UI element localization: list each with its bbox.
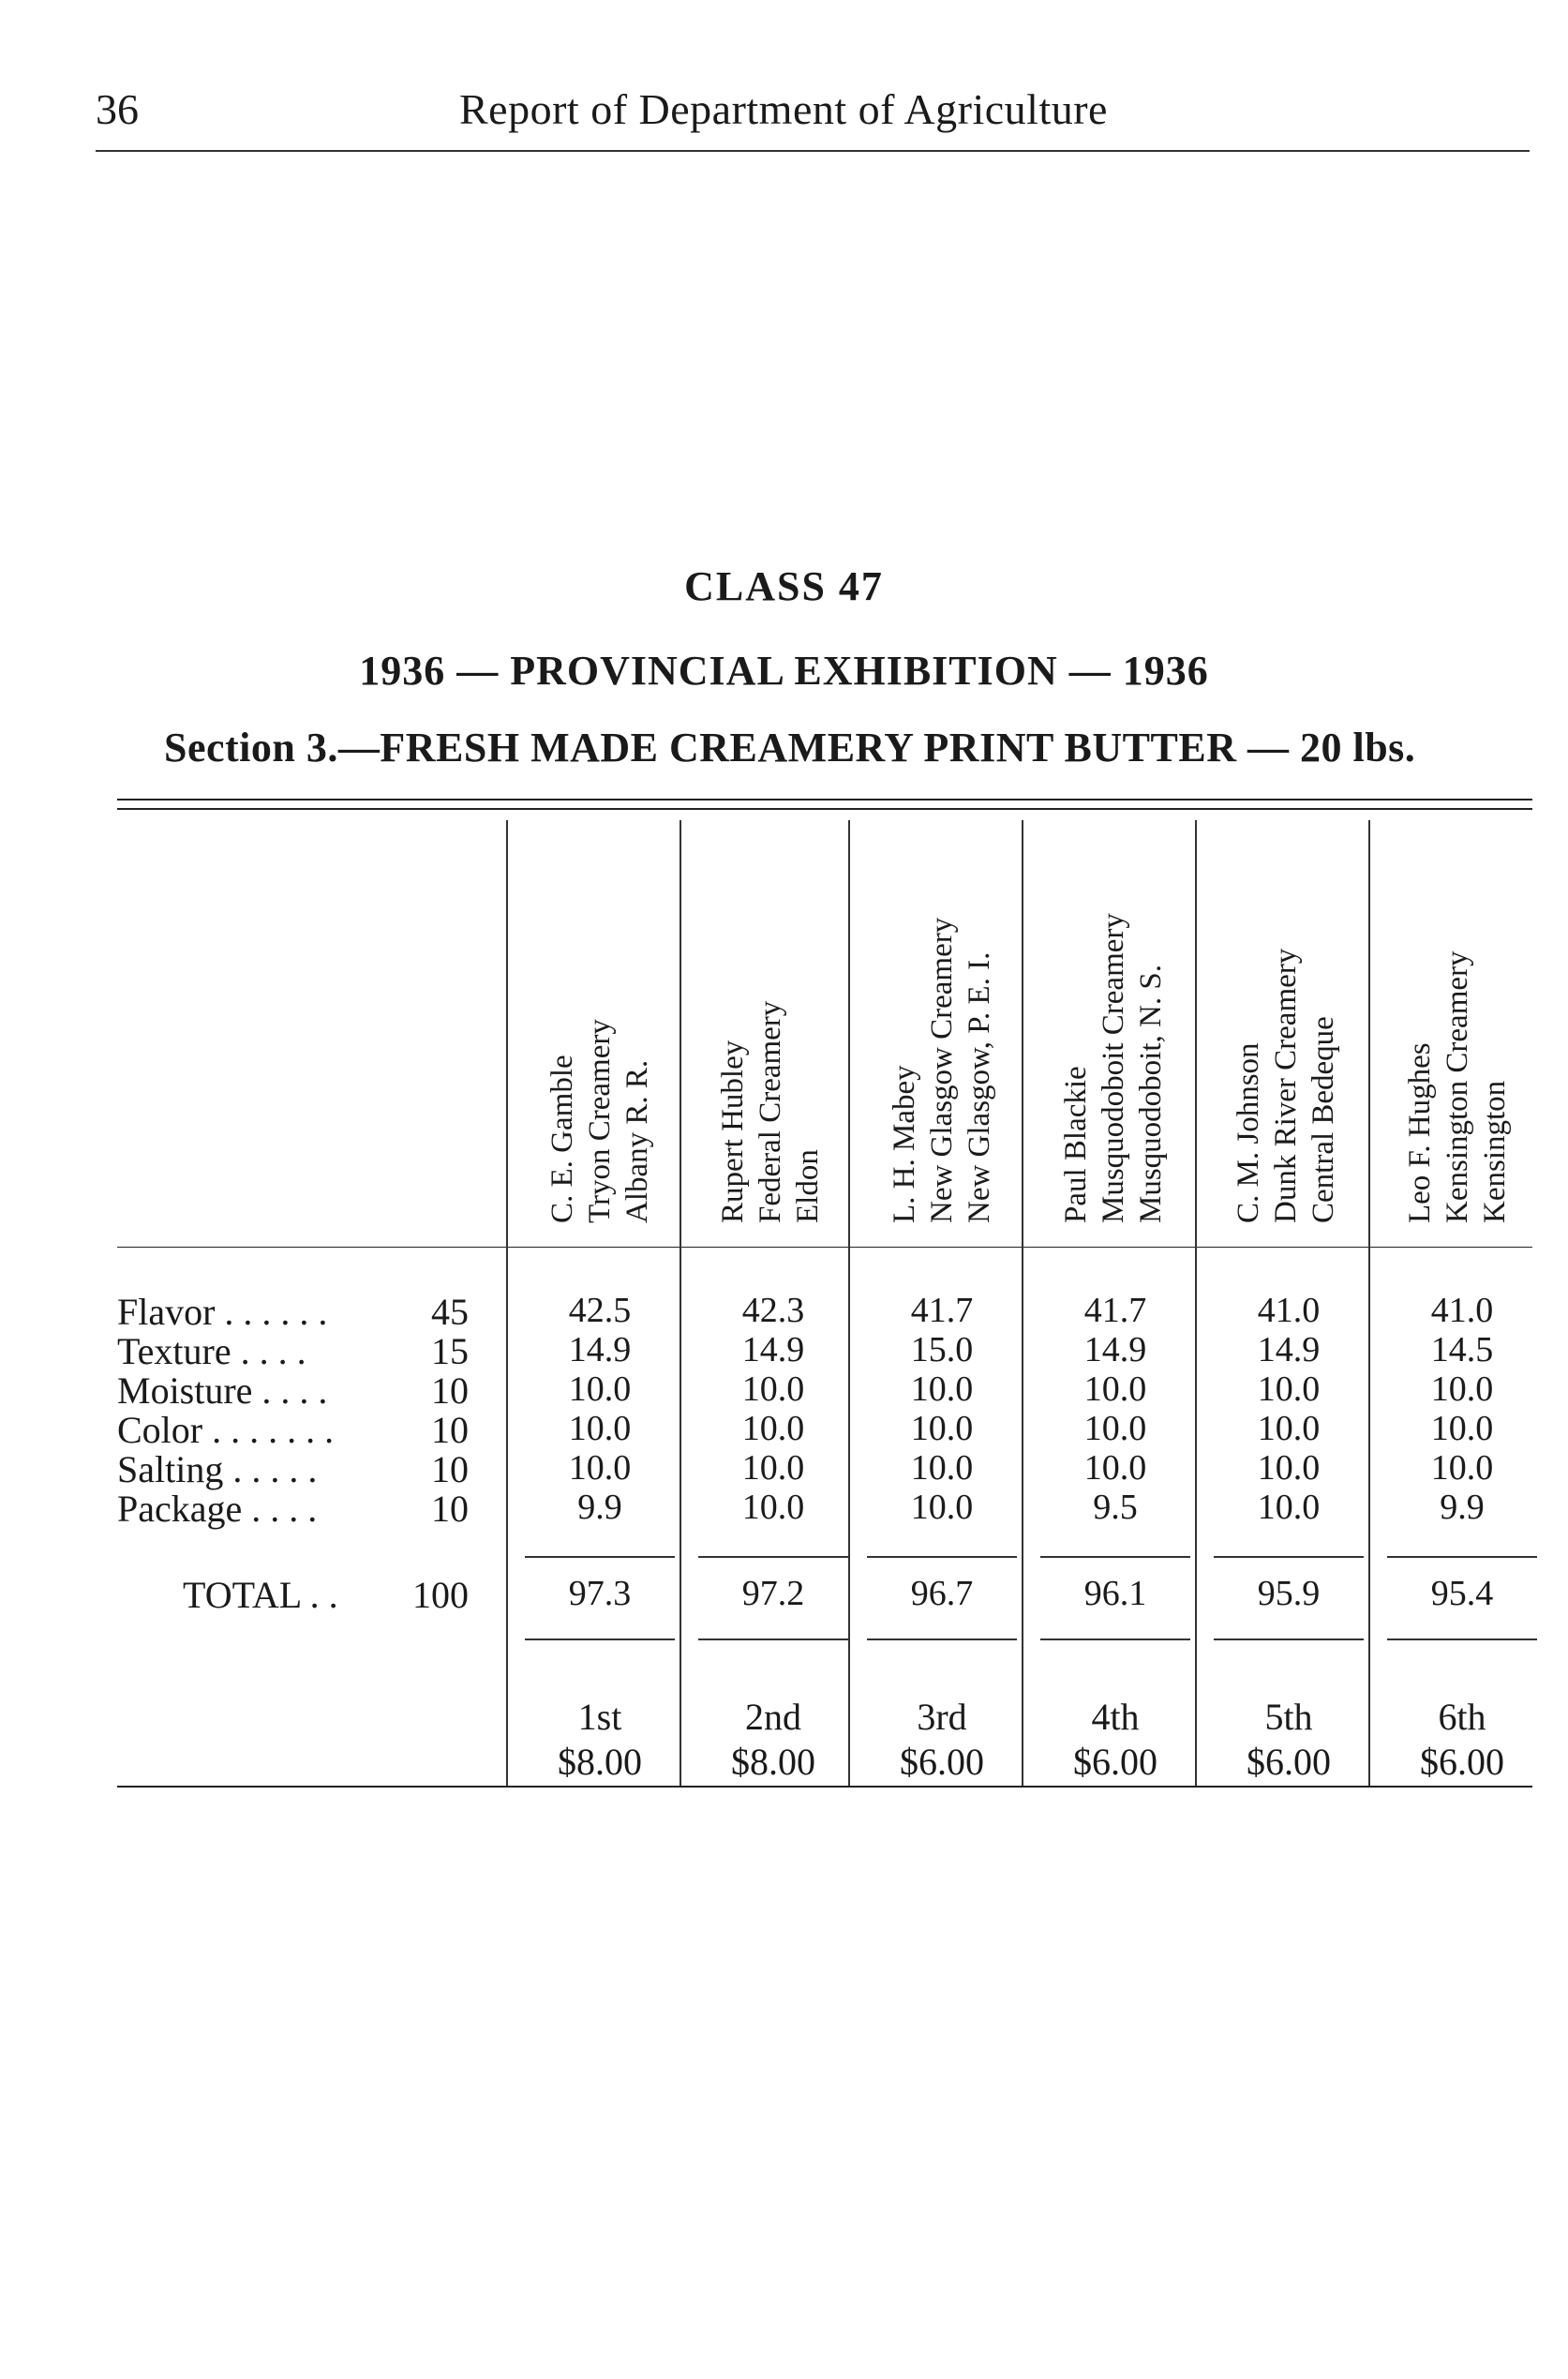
entrant-name: Paul Blackie: [1059, 1066, 1093, 1223]
page-number: 36: [96, 85, 139, 133]
score-cell: 10.0: [741, 1488, 805, 1527]
score-cell: 10.0: [910, 1409, 974, 1448]
score-cell: 14.9: [741, 1330, 805, 1369]
header-bottom-rule: [117, 1247, 1532, 1248]
sum-rule: [1040, 1556, 1190, 1558]
score-cell: 10.0: [568, 1409, 632, 1448]
sum-rule: [867, 1556, 1017, 1558]
total-cell: 95.9: [1257, 1574, 1321, 1613]
column-divider: [679, 820, 681, 1786]
page-header: [0, 84, 1568, 141]
prize-cell: $6.00: [1247, 1741, 1331, 1783]
entrant-place: Central Bedeque: [1307, 1016, 1340, 1223]
total-cell: 97.3: [568, 1574, 632, 1613]
entrant-place: Kensington: [1478, 1080, 1512, 1223]
score-cell: 10.0: [568, 1369, 632, 1409]
score-cell: 10.0: [1257, 1448, 1321, 1488]
entrant-name: Rupert Hubley: [716, 1040, 750, 1223]
entrant-creamery: Tryon Creamery: [583, 1019, 617, 1223]
score-table: C. E. Gamble Tryon Creamery Albany R. R. Rupert Hubley Federal Creamery Eldon L. H. Mabey New Glasgow Creamery New Glasgow, P. E. I. Paul Blackie Musquodoboit Creamery Musquodoboit, N. S. C. M. Johnson Dunk River Creamery Central Bedeque Leo F. Hughes Kensington Creamery Kensington Flavor . . . . . . 45 Texture . . . . 15 Moisture . . . . 10 Color . . . . . . . 10 Salting . . . . . 10 Package . . . . 10 TOTAL . . 100 42.5 42.3 41.7 41.7 41.0 41.0 14.9 14.9 15.0 14.9 14.9 14.5 10.0 10.0 10.0 10.0 10.0 10.0 10.0 10.0 10.0 10.0 10.0 10.0 10.0 10.0 10.0 10.0 10.0 10.0 9.9 10.0 10.0 9.5 10.0 9.9 97.3 1st $8.00 97.2 2nd $8.00 96.7 3rd $6.00 96.1 4th $6.00 95.9 5th $6.00 95.4 6th $6.00: [0, 0, 1568, 2379]
entrant-name: L. H. Mabey: [888, 1065, 921, 1223]
exhibition-title: 1936 — PROVINCIAL EXHIBITION — 1936: [359, 648, 1209, 694]
header-rule: [96, 150, 1530, 152]
prize-cell: $8.00: [731, 1741, 815, 1783]
total-rule: [698, 1638, 848, 1640]
entrant-name: C. E. Gamble: [545, 1055, 579, 1223]
placing-cell: 1st: [577, 1696, 622, 1738]
score-cell: 10.0: [1430, 1448, 1494, 1488]
score-cell: 41.7: [910, 1291, 974, 1330]
column-divider: [848, 820, 850, 1786]
entrant-creamery: Kensington Creamery: [1441, 950, 1474, 1223]
score-cell: 10.0: [1257, 1369, 1321, 1409]
column-divider: [1368, 820, 1370, 1786]
total-rule: [867, 1638, 1017, 1640]
placing-cell: 3rd: [917, 1696, 967, 1738]
prize-cell: $6.00: [1420, 1741, 1504, 1783]
entrant-creamery: Dunk River Creamery: [1269, 948, 1303, 1223]
score-cell: 14.9: [568, 1330, 632, 1369]
column-divider: [1022, 820, 1023, 1786]
prize-cell: $6.00: [1073, 1741, 1157, 1783]
score-cell: 14.9: [1083, 1330, 1147, 1369]
entrant-creamery: Musquodoboit Creamery: [1097, 913, 1130, 1223]
score-cell: 10.0: [741, 1448, 805, 1488]
score-cell: 14.9: [1257, 1330, 1321, 1369]
total-cell: 95.4: [1430, 1574, 1494, 1613]
score-cell: 15.0: [910, 1330, 974, 1369]
score-cell: 10.0: [741, 1369, 805, 1409]
score-cell: 10.0: [1083, 1448, 1147, 1488]
table-top-rule-2: [117, 808, 1532, 810]
placing-cell: 4th: [1091, 1696, 1140, 1738]
column-divider: [506, 820, 508, 1786]
entrant-creamery: New Glasgow Creamery: [925, 917, 959, 1223]
entrant-place: Eldon: [791, 1149, 825, 1223]
prize-cell: $8.00: [558, 1741, 642, 1783]
score-cell: 9.9: [1440, 1488, 1485, 1527]
placing-cell: 2nd: [745, 1696, 801, 1738]
score-cell: 42.5: [568, 1291, 632, 1330]
score-cell: 10.0: [1083, 1369, 1147, 1409]
score-cell: 10.0: [1257, 1488, 1321, 1527]
prize-cell: $6.00: [900, 1741, 984, 1783]
sum-rule: [1214, 1556, 1364, 1558]
score-cell: 9.5: [1093, 1488, 1138, 1527]
placing-cell: 6th: [1438, 1696, 1486, 1738]
sum-rule: [525, 1556, 675, 1558]
score-cell: 10.0: [910, 1369, 974, 1409]
score-cell: 10.0: [910, 1488, 974, 1527]
score-cell: 41.0: [1430, 1291, 1494, 1330]
placing-cell: 5th: [1264, 1696, 1313, 1738]
entrant-creamery: Federal Creamery: [754, 1000, 787, 1223]
total-cell: 96.1: [1083, 1574, 1147, 1613]
sum-rule: [698, 1556, 848, 1558]
entrant-place: New Glasgow, P. E. I.: [963, 951, 996, 1223]
table-bottom-rule: [117, 1786, 1532, 1788]
score-cell: 10.0: [741, 1409, 805, 1448]
total-rule: [1040, 1638, 1190, 1640]
table-top-rule: [117, 799, 1532, 800]
entrant-name: C. M. Johnson: [1232, 1042, 1265, 1223]
score-cell: 10.0: [910, 1448, 974, 1488]
running-title: Report of Department of Agriculture: [459, 85, 1108, 133]
score-cell: 10.0: [1083, 1409, 1147, 1448]
score-cell: 10.0: [1257, 1409, 1321, 1448]
entrant-name: Leo F. Hughes: [1403, 1042, 1437, 1223]
score-cell: 10.0: [1430, 1369, 1494, 1409]
total-rule: [525, 1638, 675, 1640]
total-cell: 97.2: [741, 1574, 805, 1613]
entrant-place: Musquodoboit, N. S.: [1134, 965, 1168, 1223]
section-title: Section 3.—FRESH MADE CREAMERY PRINT BUTTER — 20 lbs.: [164, 725, 1416, 771]
score-cell: 41.7: [1083, 1291, 1147, 1330]
total-cell: 96.7: [910, 1574, 974, 1613]
entrant-place: Albany R. R.: [620, 1059, 654, 1223]
score-cell: 41.0: [1257, 1291, 1321, 1330]
score-cell: 10.0: [568, 1448, 632, 1488]
score-cell: 42.3: [741, 1291, 805, 1330]
column-divider: [1195, 820, 1197, 1786]
total-rule: [1214, 1638, 1364, 1640]
class-title: CLASS 47: [684, 563, 884, 609]
sum-rule: [1387, 1556, 1537, 1558]
score-cell: 9.9: [577, 1488, 622, 1527]
score-cell: 10.0: [1430, 1409, 1494, 1448]
total-rule: [1387, 1638, 1537, 1640]
score-cell: 14.5: [1430, 1330, 1494, 1369]
